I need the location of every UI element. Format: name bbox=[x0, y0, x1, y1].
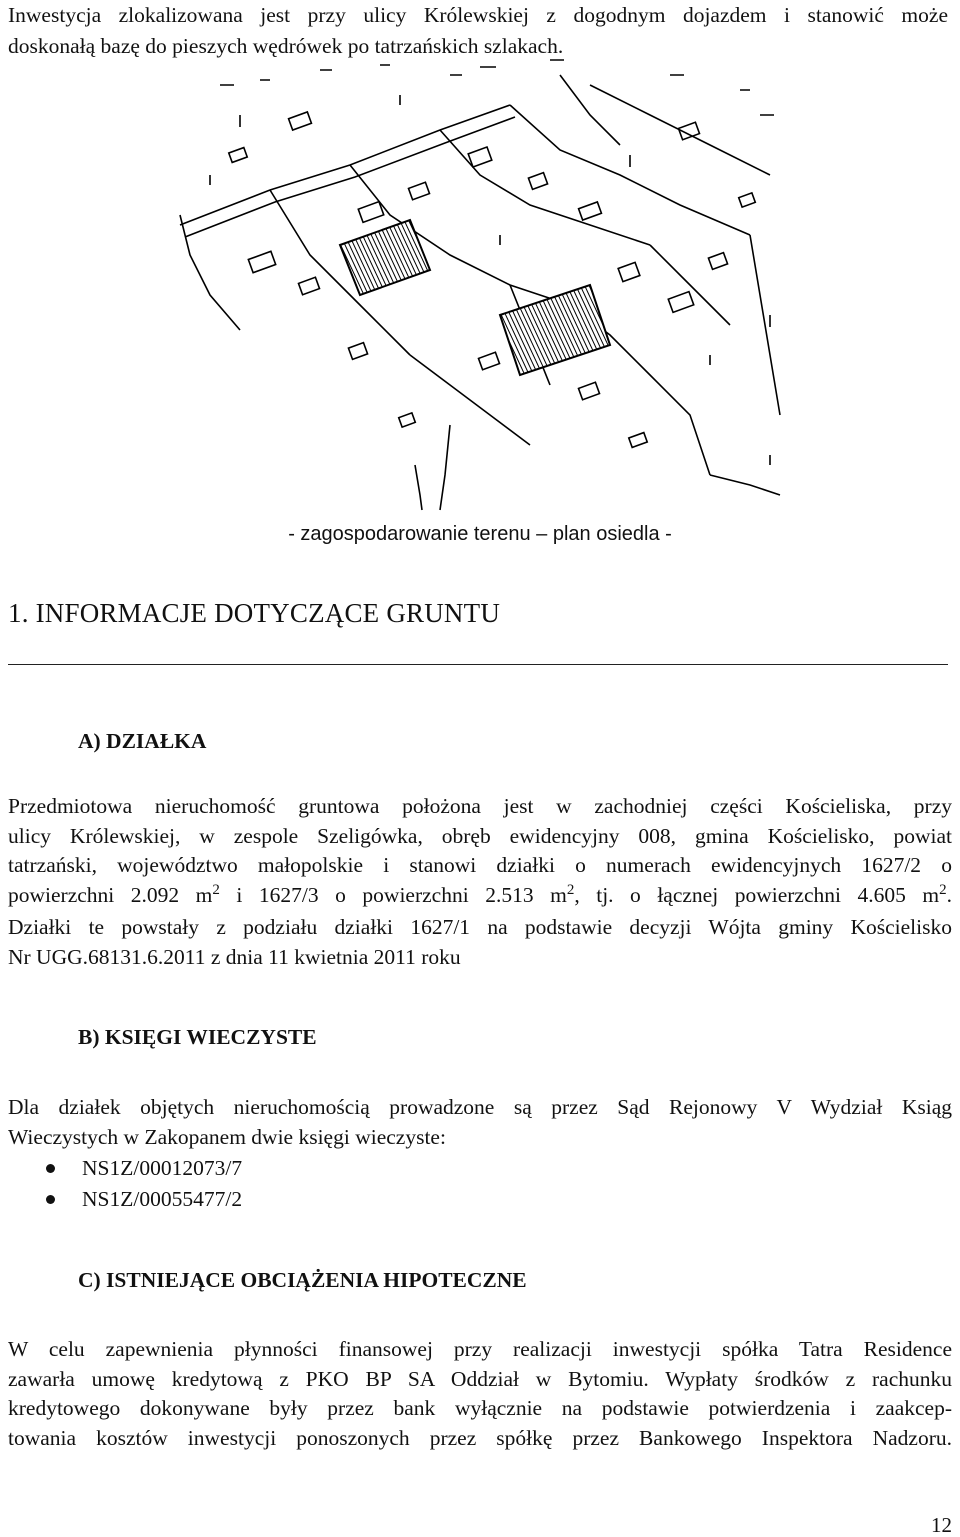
area-text: . bbox=[946, 882, 952, 907]
paragraph-line: towania kosztów inwestycji ponoszonych przez spółkę przez Bankowego Inspektora Nadzoru. bbox=[8, 1425, 952, 1450]
paragraph-line: ulicy Królewskiej, w zespole Szeligówka, obręb ewidencyjny 008, gmina Kościelisko, powiat bbox=[8, 823, 952, 848]
paragraph-obciazenia bbox=[8, 1335, 952, 1453]
area-text: powierzchni 2.092 m bbox=[8, 882, 213, 907]
paragraph-line: tatrzański, województwo małopolskie i stanowi działki o numerach ewidencyjnych 1627/2 o bbox=[8, 853, 952, 877]
intro-paragraph bbox=[8, 0, 948, 62]
intro-line: Inwestycja zlokalizowana jest przy ulicy Królewskiej z dogodnym dojazdem i stanowić może bbox=[8, 3, 948, 27]
paragraph-line: kredytowego dokonywane były przez bank wyłącznie na podstawie potwierdzenia i zaakcep- bbox=[8, 1396, 952, 1420]
paragraph-line: Dla działek objętych nieruchomością prowadzone są przez Sąd Rejonowy V Wydział Ksiąg bbox=[8, 1095, 952, 1119]
bullet-icon bbox=[46, 1195, 55, 1204]
subheading-obciazenia: C) ISTNIEJĄCE OBCIĄŻENIA HIPOTECZNE bbox=[78, 1268, 527, 1292]
list-item-text: NS1Z/00055477/2 bbox=[82, 1187, 243, 1211]
paragraph-line: Wieczystych w Zakopanem dwie księgi wieczyste: bbox=[8, 1124, 446, 1149]
paragraph-line: Nr UGG.68131.6.2011 z dnia 11 kwietnia 2011 roku bbox=[8, 944, 461, 969]
paragraph-line bbox=[8, 881, 952, 914]
superscript: 2 bbox=[212, 881, 220, 898]
paragraph-line: Przedmiotowa nieruchomość gruntowa położona jest w zachodniej części Kościeliska, przy bbox=[8, 794, 952, 818]
page-number: 12 bbox=[931, 1513, 952, 1537]
area-text: , tj. o łącznej powierzchni 4.605 m bbox=[574, 882, 940, 907]
subheading-dzialka: A) DZIAŁKA bbox=[78, 729, 207, 753]
paragraph-ksiegi bbox=[8, 1093, 952, 1152]
list-item bbox=[8, 1153, 608, 1184]
land-register-list bbox=[8, 1153, 608, 1215]
bullet-icon bbox=[46, 1164, 55, 1173]
site-plan-drawing bbox=[150, 55, 790, 515]
area-text: i 1627/3 o powierzchni 2.513 m bbox=[219, 882, 567, 907]
subheading-ksiegi: B) KSIĘGI WIECZYSTE bbox=[78, 1025, 317, 1049]
paragraph-line: Działki te powstały z podziału działki 1627/1 na podstawie decyzji Wójta gminy Kościelisko bbox=[8, 915, 952, 939]
list-item bbox=[8, 1184, 608, 1215]
paragraph-dzialka bbox=[8, 792, 952, 972]
superscript: 2 bbox=[566, 881, 575, 898]
list-item-text: NS1Z/00012073/7 bbox=[82, 1156, 243, 1180]
section-divider bbox=[8, 664, 948, 665]
figure-caption: - zagospodarowanie terenu – plan osiedla - bbox=[288, 523, 672, 545]
superscript: 2 bbox=[939, 881, 947, 898]
paragraph-line: zawarła umowę kredytową z PKO BP SA Oddział w Bytomiu. Wypłaty środków z rachunku bbox=[8, 1366, 952, 1391]
site-plan-image bbox=[150, 55, 790, 515]
intro-line: doskonałą bazę do pieszych wędrówek po tatrzańskich szlakach. bbox=[8, 34, 564, 58]
paragraph-line: W celu zapewnienia płynności finansowej przy realizacji inwestycji spółka Tatra Residence bbox=[8, 1337, 952, 1361]
section-title: 1. INFORMACJE DOTYCZĄCE GRUNTU bbox=[8, 598, 501, 628]
